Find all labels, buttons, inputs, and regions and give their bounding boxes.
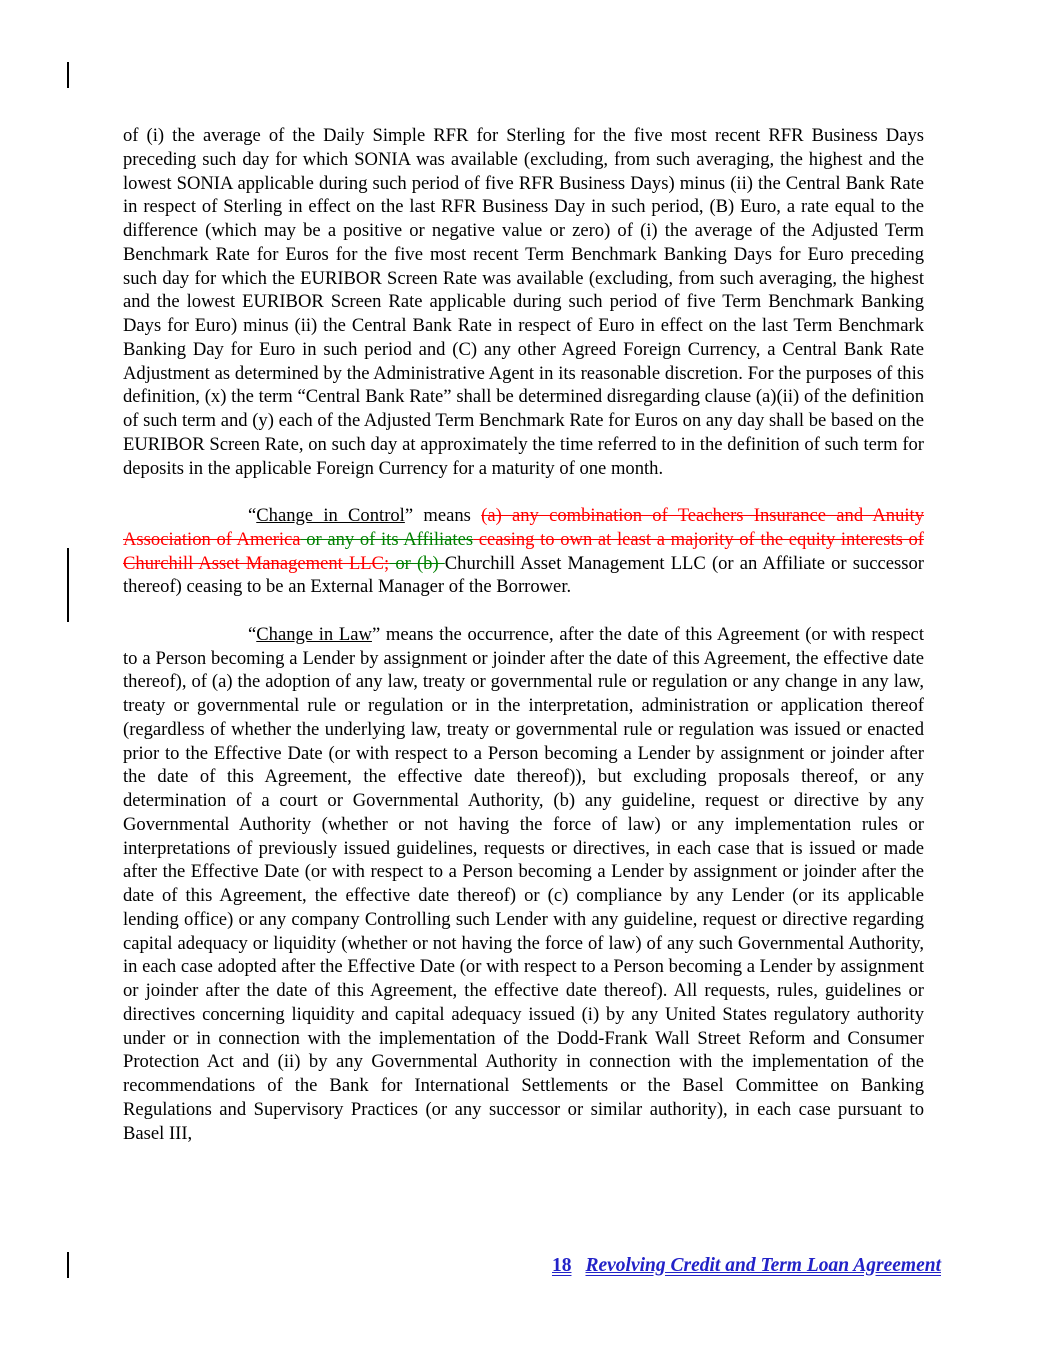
- open-quote: “: [248, 505, 257, 526]
- deleted-text-red: (a) any combination of Teachers Insurance and Anuity Association of America: [123, 505, 925, 550]
- document-body: [123, 124, 924, 1169]
- change-bar-change-in-control: [67, 548, 69, 622]
- defined-term-change-in-law: Change in Law: [256, 623, 372, 645]
- means-text: ” means: [404, 505, 482, 526]
- page-footer: [552, 1255, 941, 1277]
- deleted-text-green: or any of its Affiliates: [300, 528, 474, 550]
- paragraph-continued: of (i) the average of the Daily Simple RFR for Sterling for the five most recent RFR Business Days preceding such day for which SONIA was available (excluding, from such averaging, the highest and the lowest SONIA applicable during such period of five RFR Business Days) minus (ii) the Central Bank Rate in respect of Sterling in effect on the last RFR Business Day in such period, (B) Euro, a rate equal to the difference (which may be a positive or negative value or zero) of (i) the average of the Adjusted Term Benchmark Rate for Euros for the five most recent Term Benchmark Banking Days for Euro preceding such day for which the EURIBOR Screen Rate was available (excluding, from such averaging, the highest and the lowest EURIBOR Screen Rate applicable during such period of five Term Benchmark Banking Days for Euro) minus (ii) the Central Bank Rate in respect of Euro in effect on the last Term Benchmark Banking Day for Euro in such period and (C) any other Agreed Foreign Currency, a Central Bank Rate Adjustment as determined by the Administrative Agent in its reasonable discretion. For the purposes of this definition, (x) the term “Central Bank Rate” shall be determined disregarding clause (a)(ii) of the definition of such term and (y) each of the Adjusted Term Benchmark Rate for Euros on any day shall be based on the EURIBOR Screen Rate, on such day at approximately the time referred to in the definition of such term for deposits in the applicable Foreign Currency for a maturity of one month.: [123, 125, 924, 479]
- footer-document-title: Revolving Credit and Term Loan Agreement: [585, 1255, 941, 1276]
- deleted-text-green: or (b): [389, 552, 445, 574]
- definition-change-in-law: [123, 623, 924, 1146]
- deleted-text-red: ceasing to own at least a majority of the equity interests of Churchill Asset Management LLC;: [123, 528, 924, 574]
- change-bar-top: [67, 62, 69, 88]
- page-number: 18: [551, 1255, 572, 1276]
- definition-change-in-control: [123, 504, 924, 599]
- change-bar-footer: [67, 1252, 69, 1278]
- open-quote: “: [248, 623, 257, 645]
- defined-term-change-in-control: Change in Control: [256, 505, 405, 526]
- definition-text: Churchill Asset Management LLC (or an Affiliate or successor thereof) ceasing to be an External Manager of the Borrower.: [123, 552, 924, 598]
- definition-text: ” means the occurrence, after the date of this Agreement (or with respect to a Person becoming a Lender by assignment or joinder after the date of this Agreement, the effective date thereof), of (a) the adoption of any law, treaty or governmental rule or regulation or any change in any law, treaty or governmental rule or regulation or in the interpretation, administration or application thereof (regardless of whether the underlying law, treaty or governmental rule or regulation was issued or enacted prior to the Effective Date (or with respect to a Person becoming a Lender by assignment or joinder after the date of this Agreement, the effective date thereof)), but excluding proposals thereof, or any determination of a court or Governmental Authority, (b) any guideline, request or directive by any Governmental Authority (whether or not having the force of law) or any implementation rules or interpretations of previously issued guidelines, requests or directives, in each case that is issued or made after the Effective Date (or with respect to a Person becoming a Lender by assignment or joinder after the date of this Agreement, the effective date thereof) or (c) compliance by any Lender (or its applicable lending office) or any company Controlling such Lender with any guideline, request or directive regarding capital adequacy or liquidity (whether or not having the force of law) of any such Governmental Authority, in each case adopted after the Effective Date (or with respect to a Person becoming a Lender by assignment or joinder after the date of this Agreement, the effective date thereof). All requests, rules, guidelines or directives concerning liquidity and capital adequacy issued (i) by any United States regulatory authority under or in connection with the implementation of the Dodd-Frank Wall Street Reform and Consumer Protection Act and (ii) by any Governmental Authority in connection with the implementation of the recommendations of the Bank for International Settlements or the Basel Committee on Banking Regulations and Supervisory Practices (or any successor or similar authority), in each case pursuant to Basel III,: [123, 623, 924, 1144]
